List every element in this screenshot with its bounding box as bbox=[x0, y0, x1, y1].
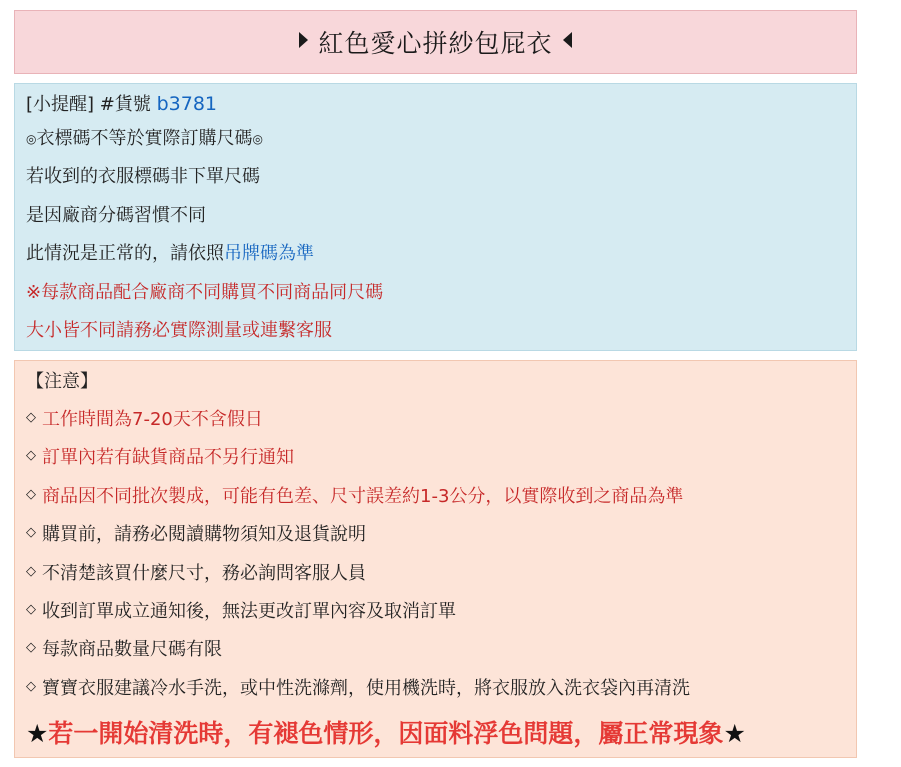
washing-warning bbox=[26, 708, 856, 760]
reminder-line-2: 若收到的衣服標碼非下單尺碼 bbox=[26, 166, 260, 188]
notice-item-text: 寶寶衣服建議冷水手洗，或中性洗滌劑，使用機洗時，將衣服放入洗衣袋內再清洗 bbox=[42, 677, 690, 699]
notice-item bbox=[26, 516, 856, 554]
star-icon: ★ bbox=[723, 719, 746, 749]
reminder-label: [小提醒] #貨號 bbox=[26, 94, 151, 115]
reminder-line-1 bbox=[26, 120, 856, 158]
notice-item-text: 工作時間為7-20天不含假日 bbox=[42, 409, 263, 431]
notice-item-text: 購買前，請務必閱讀購物須知及退貨說明 bbox=[42, 524, 366, 546]
diamond-bullet-icon: ◇ bbox=[26, 448, 36, 464]
title-banner bbox=[14, 10, 857, 74]
diamond-bullet-icon: ◇ bbox=[26, 640, 36, 656]
triangle-left-icon bbox=[563, 32, 572, 48]
notice-item bbox=[26, 555, 856, 593]
notice-item-text: 商品因不同批次製成，可能有色差、尺寸誤差約1-3公分，以實際收到之商品為準 bbox=[42, 485, 684, 507]
notice-item-text: 收到訂單成立通知後，無法更改訂單內容及取消訂單 bbox=[42, 601, 456, 623]
notice-heading: 【注意】 bbox=[26, 371, 98, 392]
product-code: b3781 bbox=[156, 93, 218, 115]
product-title: 紅色愛心拼紗包屁衣 bbox=[318, 29, 553, 58]
diamond-bullet-icon: ◇ bbox=[26, 525, 36, 541]
notice-item-text: 每款商品數量尺碼有限 bbox=[42, 639, 222, 661]
notice-item bbox=[26, 401, 856, 439]
size-reminder-panel bbox=[14, 83, 857, 351]
notice-item bbox=[26, 593, 856, 631]
reminder-line-4-text: 此情況是正常的，請依照 bbox=[26, 243, 224, 265]
diamond-bullet-icon: ◇ bbox=[26, 563, 36, 579]
reminder-line-5: ※每款商品配合廠商不同購買不同商品同尺碼 bbox=[26, 281, 384, 303]
diamond-bullet-icon: ◇ bbox=[26, 486, 36, 502]
reminder-label-line bbox=[26, 88, 856, 120]
diamond-bullet-icon: ◇ bbox=[26, 410, 36, 425]
reminder-line-3: 是因廠商分碼習慣不同 bbox=[26, 204, 206, 226]
washing-warning-text: 若一開始清洗時，有褪色情形，因面料浮色問題，屬正常現象 bbox=[48, 719, 724, 749]
diamond-bullet-icon: ◇ bbox=[26, 601, 36, 617]
notice-panel bbox=[14, 360, 857, 758]
notice-item bbox=[26, 439, 856, 477]
notice-item bbox=[26, 631, 856, 669]
triangle-right-icon bbox=[299, 32, 308, 48]
reminder-line-6: 大小皆不同請務必實際測量或連繫客服 bbox=[26, 319, 332, 341]
notice-item-text: 訂單內若有缺貨商品不另行通知 bbox=[42, 447, 294, 469]
notice-item bbox=[26, 670, 856, 708]
notice-item bbox=[26, 478, 856, 516]
star-icon: ★ bbox=[26, 719, 49, 749]
reminder-line-4 bbox=[26, 235, 856, 273]
diamond-bullet-icon: ◇ bbox=[26, 678, 36, 694]
hangtag-size-highlight: 吊牌碼為準 bbox=[224, 243, 314, 265]
bullseye-icon: ◎ bbox=[252, 132, 263, 146]
reminder-line-1-text: 衣標碼不等於實際訂購尺碼 bbox=[36, 128, 253, 150]
bullseye-icon: ◎ bbox=[26, 132, 37, 146]
notice-item-text: 不清楚該買什麼尺寸，務必詢問客服人員 bbox=[42, 562, 366, 584]
